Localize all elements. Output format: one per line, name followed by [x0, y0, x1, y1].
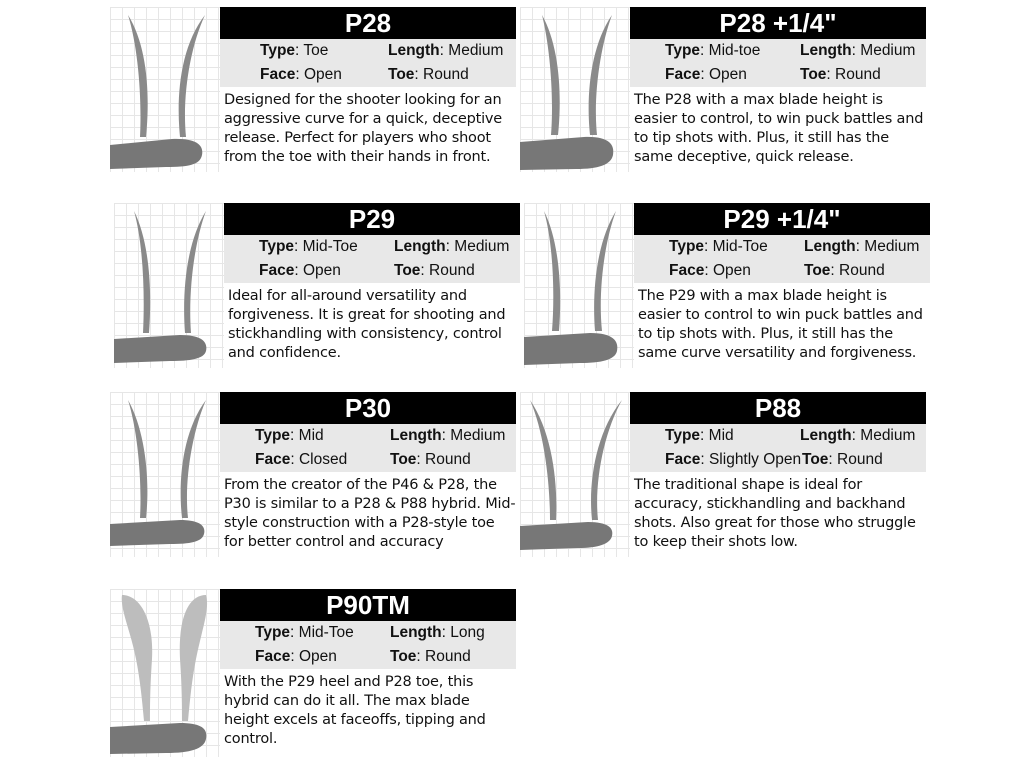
- blade-curve-icon: [524, 203, 634, 368]
- curve-title: P29: [224, 203, 520, 235]
- face-label: Face: [259, 262, 295, 279]
- curve-title: P28 +1/4": [630, 7, 926, 39]
- type-value: Mid: [298, 427, 324, 444]
- length-spec: Length: Medium: [800, 42, 916, 59]
- type-label: Type: [669, 238, 705, 255]
- spec-table: [220, 621, 516, 669]
- face-label: Face: [260, 66, 296, 83]
- type-label: Type: [665, 42, 701, 59]
- face-label: Face: [665, 66, 701, 83]
- length-value: Medium: [450, 427, 506, 444]
- spec-table: [634, 235, 930, 283]
- curve-description: Designed for the shooter looking for an aggressive curve for a quick, deceptive release. Perfect for players who shoot from the toe with their hands in front.: [224, 92, 503, 165]
- spec-table: [220, 424, 516, 472]
- length-spec: Length: Medium: [388, 42, 504, 59]
- toe-spec: Toe: Round: [390, 648, 471, 665]
- face-label: Face: [255, 451, 291, 468]
- curve-description: The traditional shape is ideal for accuracy, stickhandling and backhand shots. Also great for those who struggle to keep their shots low.: [634, 477, 916, 550]
- face-spec: Face: Open: [260, 66, 342, 83]
- type-spec: Type: Mid: [665, 427, 734, 444]
- toe-spec: Toe: Round: [390, 451, 471, 468]
- type-label: Type: [260, 42, 296, 59]
- curve-card-p29: [114, 203, 520, 368]
- blade-diagram: [114, 203, 224, 368]
- curve-description: The P28 with a max blade height is easier to control, to win puck battles and to tip shots with. Plus, it still has the same deceptive, quick release.: [634, 92, 924, 165]
- blade-curve-icon: [520, 392, 630, 557]
- length-label: Length: [800, 427, 852, 444]
- blade-curve-icon: [110, 589, 220, 757]
- spec-table: [224, 235, 520, 283]
- type-value: Mid-toe: [708, 42, 761, 59]
- blade-diagram: [520, 7, 630, 172]
- toe-value: Round: [839, 262, 885, 279]
- toe-spec: Toe: Round: [388, 66, 469, 83]
- curve-card-p90tm: [110, 589, 516, 757]
- type-label: Type: [255, 427, 291, 444]
- blade-diagram: [110, 392, 220, 557]
- toe-value: Round: [429, 262, 475, 279]
- length-value: Medium: [860, 427, 916, 444]
- spec-table: [220, 39, 516, 87]
- length-spec: Length: Medium: [390, 427, 506, 444]
- face-spec: Face: Closed: [255, 451, 348, 468]
- toe-label: Toe: [394, 262, 421, 279]
- curve-card-p28-plus: [520, 7, 926, 172]
- toe-spec: Toe: Round: [394, 262, 475, 279]
- face-value: Open: [712, 262, 751, 279]
- length-label: Length: [800, 42, 852, 59]
- curve-card-p30: [110, 392, 516, 557]
- face-label: Face: [255, 648, 291, 665]
- blade-diagram: [520, 392, 630, 557]
- length-label: Length: [388, 42, 440, 59]
- curve-description: Ideal for all-around versatility and forgiveness. It is great for shooting and stickhandling with consistency, control and confidence.: [228, 288, 506, 361]
- toe-label: Toe: [800, 66, 827, 83]
- blade-diagram: [524, 203, 634, 368]
- type-spec: Type: Mid-Toe: [669, 238, 768, 255]
- face-label: Face: [669, 262, 705, 279]
- type-value: Mid-Toe: [298, 624, 354, 641]
- length-value: Long: [450, 624, 485, 641]
- spec-table: [630, 39, 926, 87]
- toe-label: Toe: [802, 451, 829, 468]
- blade-diagram: [110, 589, 220, 757]
- length-spec: Length: Medium: [800, 427, 916, 444]
- toe-spec: Toe: Round: [800, 66, 881, 83]
- curve-description: The P29 with a max blade height is easier to control to win puck battles and to tip shots with. Plus, it still has the same curve versatility and forgiveness.: [638, 288, 923, 361]
- toe-label: Toe: [804, 262, 831, 279]
- face-spec: Face: Open: [665, 66, 747, 83]
- toe-value: Round: [425, 451, 471, 468]
- face-value: Open: [303, 66, 342, 83]
- length-label: Length: [394, 238, 446, 255]
- type-spec: Type: Mid-toe: [665, 42, 761, 59]
- curve-title: P90TM: [220, 589, 516, 621]
- type-label: Type: [255, 624, 291, 641]
- type-value: Mid-Toe: [712, 238, 768, 255]
- face-value: Closed: [298, 451, 348, 468]
- curve-title: P88: [630, 392, 926, 424]
- toe-value: Round: [425, 648, 471, 665]
- length-spec: Length: Long: [390, 624, 485, 641]
- length-value: Medium: [454, 238, 510, 255]
- face-spec: Face: Open: [669, 262, 751, 279]
- length-label: Length: [390, 427, 442, 444]
- face-value: Open: [708, 66, 747, 83]
- toe-value: Round: [835, 66, 881, 83]
- length-spec: Length: Medium: [394, 238, 510, 255]
- curve-card-p28: [110, 7, 516, 172]
- blade-curve-icon: [520, 7, 630, 172]
- toe-spec: Toe: Round: [802, 451, 883, 468]
- curve-card-p29-plus: [524, 203, 930, 368]
- face-value: Slightly Open: [708, 451, 802, 468]
- toe-spec: Toe: Round: [804, 262, 885, 279]
- length-label: Length: [390, 624, 442, 641]
- curve-title: P29 +1/4": [634, 203, 930, 235]
- curve-description: From the creator of the P46 & P28, the P30 is similar to a P28 & P88 hybrid. Mid-style construction with a P28-style toe for better control and accuracy: [224, 477, 516, 550]
- length-value: Medium: [864, 238, 920, 255]
- curve-title: P30: [220, 392, 516, 424]
- length-value: Medium: [448, 42, 504, 59]
- toe-label: Toe: [390, 451, 417, 468]
- length-value: Medium: [860, 42, 916, 59]
- face-value: Open: [302, 262, 341, 279]
- toe-value: Round: [423, 66, 469, 83]
- type-value: Mid-Toe: [302, 238, 358, 255]
- curve-card-p88: [520, 392, 928, 557]
- toe-value: Round: [837, 451, 883, 468]
- type-value: Toe: [303, 42, 329, 59]
- toe-label: Toe: [390, 648, 417, 665]
- type-label: Type: [259, 238, 295, 255]
- curve-title: P28: [220, 7, 516, 39]
- spec-table: [630, 424, 926, 472]
- type-spec: Type: Mid-Toe: [259, 238, 358, 255]
- blade-curve-icon: [114, 203, 224, 368]
- type-spec: Type: Toe: [260, 42, 329, 59]
- type-label: Type: [665, 427, 701, 444]
- length-spec: Length: Medium: [804, 238, 920, 255]
- type-spec: Type: Mid: [255, 427, 324, 444]
- face-label: Face: [665, 451, 701, 468]
- face-value: Open: [298, 648, 337, 665]
- type-value: Mid: [708, 427, 734, 444]
- curve-description: With the P29 heel and P28 toe, this hybrid can do it all. The max blade height excels at faceoffs, tipping and control.: [224, 674, 486, 747]
- type-spec: Type: Mid-Toe: [255, 624, 354, 641]
- face-spec: Face: Open: [259, 262, 341, 279]
- blade-curve-icon: [110, 392, 220, 557]
- face-spec: Face: Slightly Open: [665, 451, 802, 468]
- blade-diagram: [110, 7, 220, 172]
- toe-label: Toe: [388, 66, 415, 83]
- face-spec: Face: Open: [255, 648, 337, 665]
- length-label: Length: [804, 238, 856, 255]
- blade-curve-icon: [110, 7, 220, 172]
